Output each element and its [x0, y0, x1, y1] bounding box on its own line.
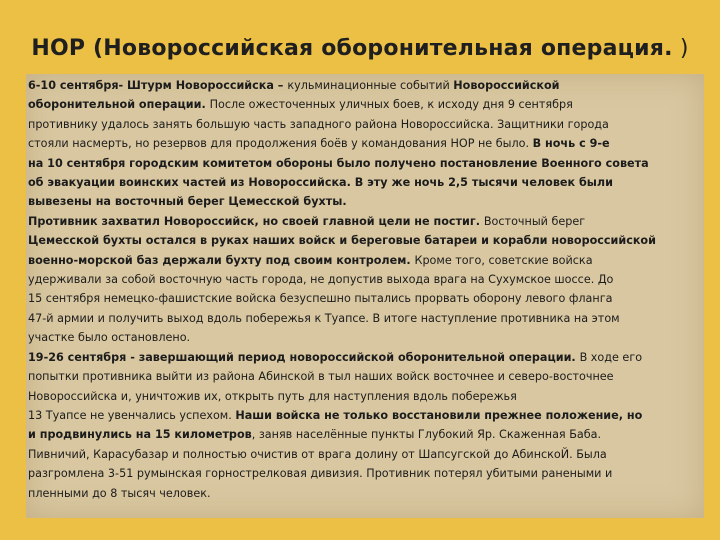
text-run: разгромлена 3-51 румынская горнострелковая дивизия. Противник потерял убитыми ранеными и [28, 467, 613, 481]
text-run: В ходе его [579, 350, 643, 364]
text-line [28, 270, 704, 289]
text-line [28, 289, 704, 308]
text-run: 47-й армии и получить выход вдоль побережья к Туапсе. В итоге наступление противника на этом [28, 311, 620, 325]
text-line [28, 464, 704, 483]
bold-text: Наши войска не только восстановили прежнее положение, но [235, 408, 643, 422]
bold-text: военно-морской баз держали бухту под своим контролем. [28, 253, 415, 267]
bold-text: 19-26 сентября - завершающий период новороссийской оборонительной операции. [28, 350, 580, 364]
text-line [28, 328, 704, 347]
text-run: Восточный берег [483, 214, 586, 228]
text-line [28, 115, 704, 134]
text-line [28, 95, 704, 114]
text-line [28, 348, 704, 367]
text-run: противнику удалось занять большую часть западного района Новороссийска. Защитники города [28, 117, 609, 131]
title-closing-paren: ) [672, 36, 689, 61]
text-line [28, 231, 704, 250]
bold-text: Новороссийской [453, 79, 560, 92]
text-run: Пивничий, Карасубазар и полностью очистив от врага долину от Шапсугской до АбинскоЙ. Была [28, 447, 607, 461]
text-run: стояли насмерть, но резервов для продолжения боёв у командования НОР не было. [28, 137, 533, 151]
text-run: пленными до 8 тысяч человек. [28, 486, 211, 500]
text-run: попытки противника выйти из района Абинской в тыл наших войск восточнее и северо-восточнее [28, 370, 614, 384]
text-line [28, 251, 704, 270]
paragraph [28, 348, 704, 406]
text-line [28, 425, 704, 444]
paragraph [28, 76, 704, 212]
bold-text: В ночь с 9-е [532, 137, 610, 151]
text-line [28, 192, 704, 211]
bold-text: и продвинулись на 15 километров [28, 428, 252, 442]
text-run: Новороссийска и, уничтожив их, открыть путь для наступления вдоль побережья [28, 389, 517, 403]
text-line [28, 484, 704, 503]
title-text: НОР (Новороссийская оборонительная операция. [31, 36, 673, 61]
text-run: удерживали за собой восточную часть города, не допустив выхода врага на Сухумское шоссе. До [28, 273, 614, 287]
paragraph [28, 212, 704, 348]
text-line [28, 154, 704, 173]
bold-text: Противник захватил Новороссийск, но своей главной цели не постиг. [28, 214, 484, 228]
bold-text: оборонительной операции. [28, 98, 210, 112]
text-line [28, 134, 704, 153]
text-line [28, 212, 704, 231]
text-box [26, 74, 704, 518]
text-line [28, 367, 704, 386]
bold-text: Цемесской бухты остался в руках наших войск и береговые батареи и корабли новороссийской [28, 234, 656, 248]
paragraph [28, 406, 704, 503]
text-line [28, 445, 704, 464]
text-line [28, 173, 704, 192]
text-run: участке было остановлено. [28, 331, 191, 345]
text-line [28, 309, 704, 328]
text-run: кульминационные событий [287, 79, 454, 92]
bold-text: об эвакуации воинских частей из Новороссийска. В эту же ночь 2,5 тысячи человек были [28, 176, 613, 190]
slide-title [0, 36, 720, 61]
bold-text: на 10 сентября городским комитетом обороны было получено постановление Военного совета [28, 156, 649, 170]
text-run: Кроме того, советские войска [414, 253, 593, 267]
text-run: 15 сентября немецко-фашистские войска безуспешно пытались прорвать оборону левого фланга [28, 292, 613, 306]
text-run: 13 Туапсе не увенчались успехом. [28, 408, 236, 422]
text-line [28, 76, 704, 95]
bold-text: 6-10 сентября- Штурм Новороссийска – [28, 79, 288, 92]
text-run: , заняв населённые пункты Глубокий Яр. Скаженная Баба. [251, 428, 602, 442]
bold-text: вывезены на восточный берег Цемесской бухты. [28, 195, 347, 209]
text-run: После ожесточенных уличных боев, к исходу дня 9 сентября [209, 98, 573, 112]
text-line [28, 387, 704, 406]
text-line [28, 406, 704, 425]
body-text [28, 76, 704, 503]
